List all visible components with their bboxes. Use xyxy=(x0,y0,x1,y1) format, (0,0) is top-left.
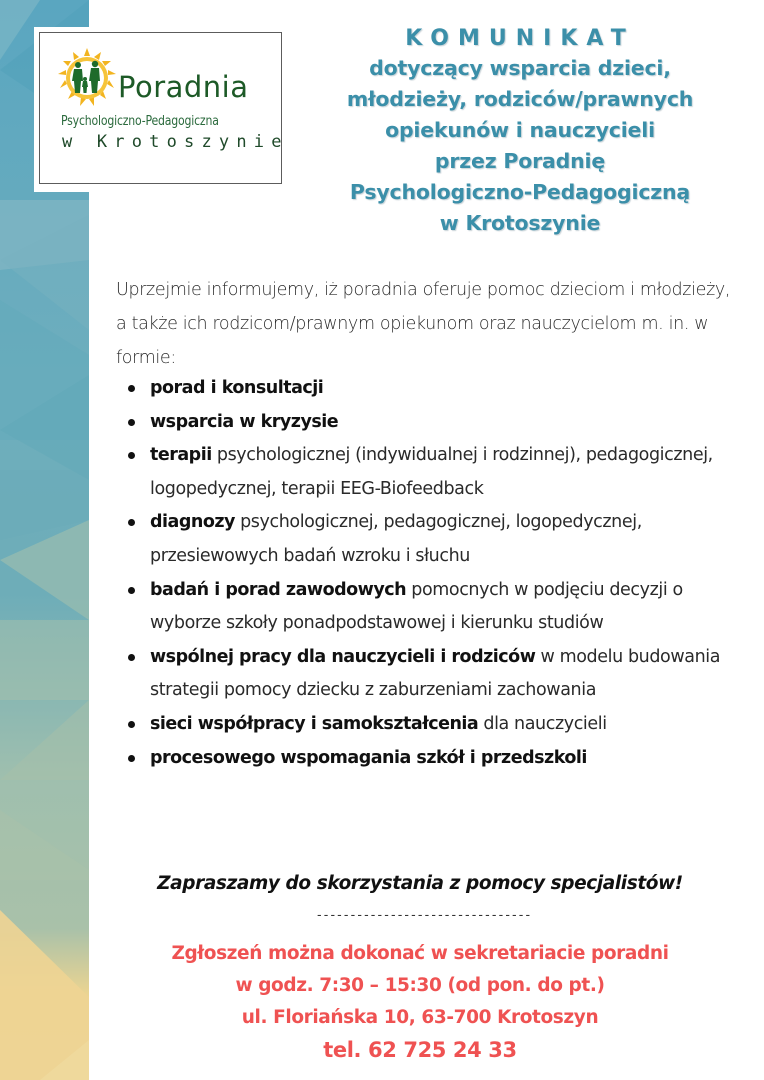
title-main: KOMUNIKAT xyxy=(405,26,635,51)
bullet-icon xyxy=(128,721,135,728)
title-line: przez Poradnię xyxy=(434,149,606,173)
logo-frame xyxy=(39,32,289,184)
logo xyxy=(34,27,289,192)
contact-info xyxy=(110,938,730,1066)
logo-subtitle: Psychologiczno-Pedagogiczna xyxy=(61,114,219,129)
divider: -------------------------------- xyxy=(315,908,531,923)
intro-paragraph: Uprzejmie informujemy, iż poradnia oferuje pomoc dzieciom i młodzieży, a także ich rodzicom/prawnym opiekunom oraz nauczycielom m. in. w formie: xyxy=(116,280,731,368)
service-detail: dla nauczycieli xyxy=(478,713,607,734)
list-item xyxy=(116,574,736,641)
bullet-icon xyxy=(128,452,135,459)
sun-with-family-icon xyxy=(56,47,118,109)
list-item xyxy=(116,439,736,506)
services-list xyxy=(116,372,736,775)
list-item xyxy=(116,506,736,573)
bullet-icon xyxy=(128,654,135,661)
bullet-icon xyxy=(128,755,135,762)
title-line: Psychologiczno-Pedagogiczną xyxy=(349,180,691,204)
list-item xyxy=(116,641,736,708)
service-name: sieci współpracy i samokształcenia xyxy=(150,713,479,734)
bullet-icon xyxy=(128,519,135,526)
service-name: terapii xyxy=(150,445,212,466)
list-item xyxy=(116,406,736,440)
service-detail: pomocnych w podjęciu decyzji o wyborze szkoły ponadpodstawowej i kierunku studiów xyxy=(150,579,683,634)
service-detail: w modelu budowania strategii pomocy dziecku z zaburzeniami zachowania xyxy=(150,646,721,701)
service-detail: psychologicznej (indywidualnej i rodzinnej), pedagogicznej, logopedycznej, terapii EEG-Biofeedback xyxy=(150,445,713,499)
contact-line: Zgłoszeń można dokonać w sekretariacie poradni xyxy=(171,943,669,964)
title-line: młodzieży, rodziców/prawnych xyxy=(346,87,694,111)
service-name: badań i porad zawodowych xyxy=(150,579,407,600)
contact-address: ul. Floriańska 10, 63-700 Krotoszyn xyxy=(241,1007,599,1028)
list-item xyxy=(116,708,736,742)
service-name: wsparcia w kryzysie xyxy=(150,411,339,432)
service-name: procesowego wspomagania szkół i przedszkoli xyxy=(150,747,587,768)
contact-hours: w godz. 7:30 – 15:30 (od pon. do pt.) xyxy=(235,975,605,996)
logo-city: w Krotoszynie xyxy=(62,132,289,152)
contact-phone: tel. 62 725 24 33 xyxy=(323,1038,517,1062)
title-line: opiekunów i nauczycieli xyxy=(385,118,655,142)
list-item xyxy=(116,742,736,776)
bullet-icon xyxy=(128,385,135,392)
service-detail: psychologicznej, pedagogicznej, logopedycznej, przesiewowych badań wzroku i słuchu xyxy=(150,512,642,566)
bullet-icon xyxy=(128,587,135,594)
list-item xyxy=(116,372,736,406)
service-name: wspólnej pracy dla nauczycieli i rodziców xyxy=(150,646,536,667)
service-name: porad i konsultacji xyxy=(150,378,324,398)
logo-name: Poradnia xyxy=(118,70,249,104)
title-line: dotyczący wsparcia dzieci, xyxy=(369,56,671,80)
title-line: w Krotoszynie xyxy=(439,211,601,235)
service-name: diagnozy xyxy=(150,512,235,533)
bullet-icon xyxy=(128,419,135,426)
page-title xyxy=(300,25,740,239)
invitation-text: Zapraszamy do skorzystania z pomocy specjalistów! xyxy=(157,873,683,894)
